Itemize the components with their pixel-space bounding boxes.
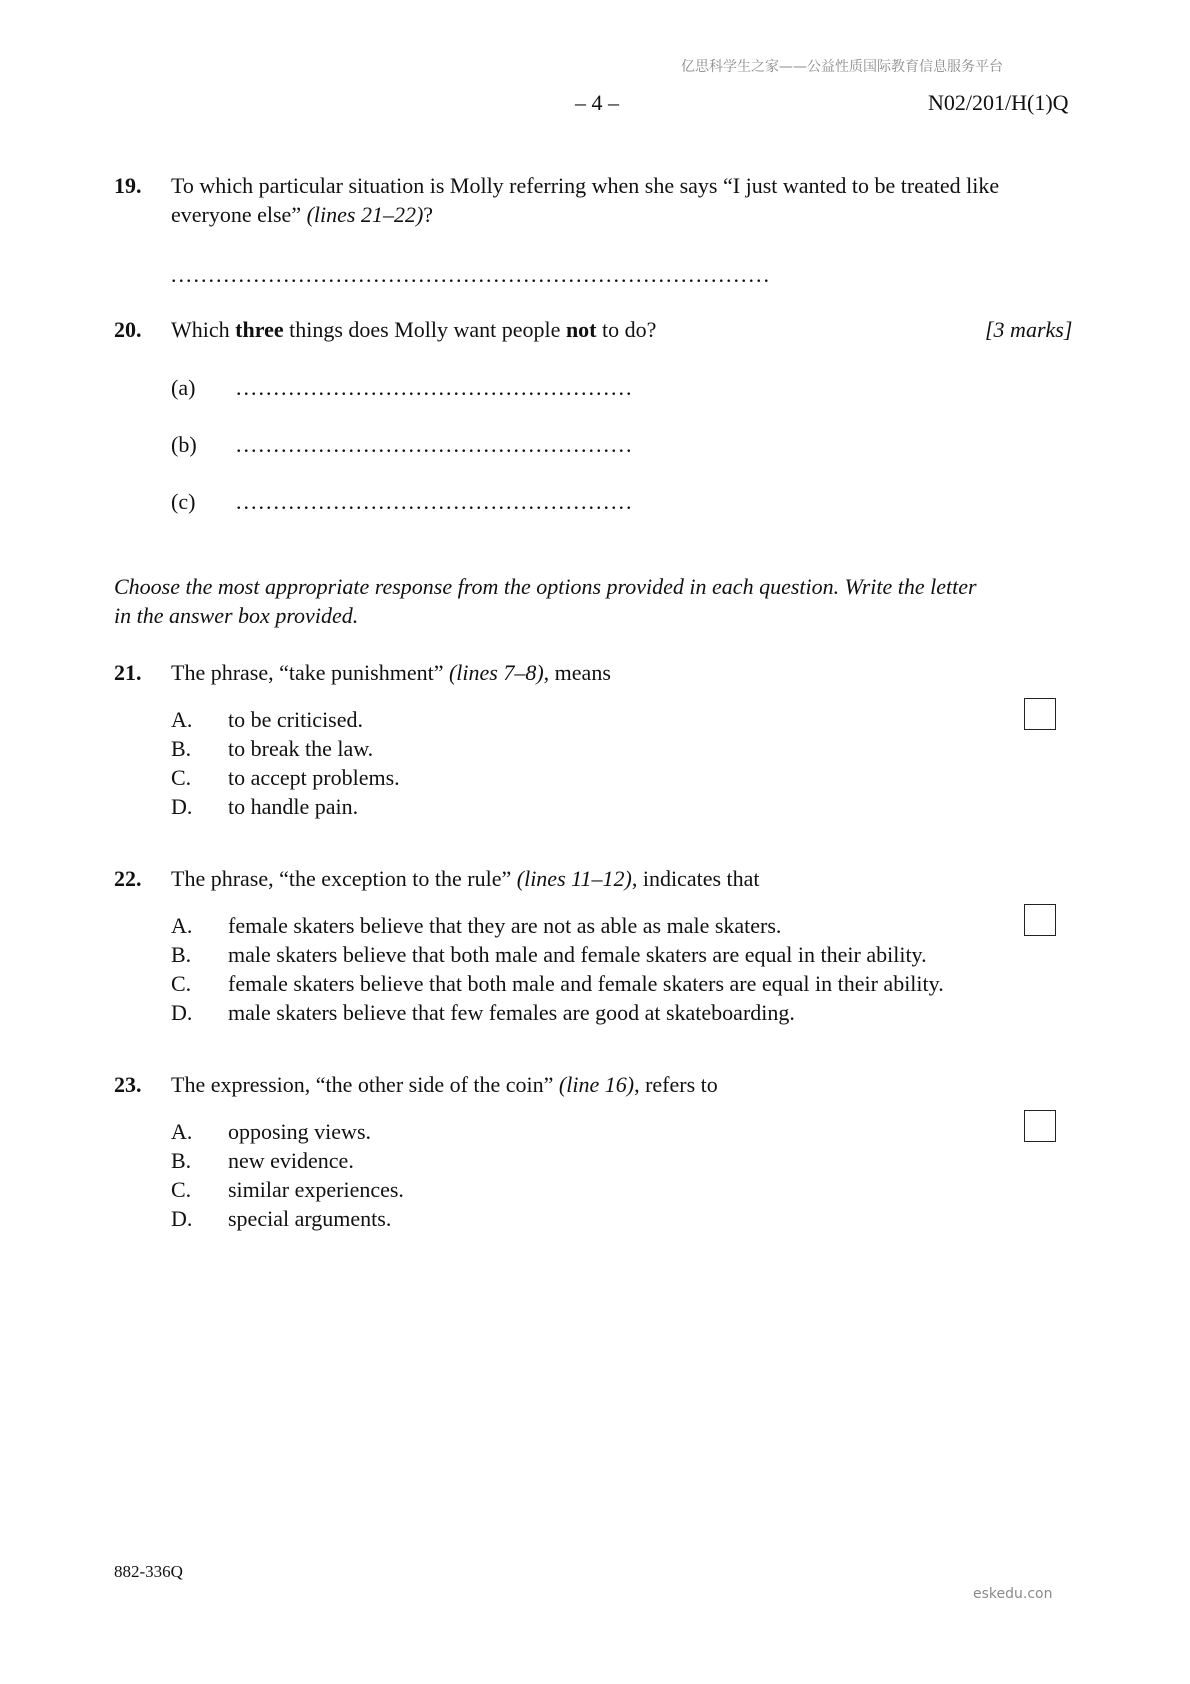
question-20-emphasis-not: not [565,317,597,342]
question-22-stem [171,864,760,893]
question-23-line-reference: (line 16) [558,1072,635,1097]
question-22-number: 22. [114,866,142,891]
option-letter: D. [171,1206,193,1231]
question-22-stem-part: The phrase, “the exception to the rule” [171,866,517,891]
question-19-text-line1: To which particular situation is Molly referring when she says “I just wanted to be treated like [171,173,1000,198]
option-letter: B. [171,1148,192,1173]
question-21-stem-end: , means [543,660,611,685]
question-22-answer-box[interactable] [1024,904,1056,936]
paper-code: N02/201/H(1)Q [928,90,1069,115]
option-text: to accept problems. [228,765,400,790]
option-text: female skaters believe that they are not as able as male skaters. [228,913,782,938]
question-22-line-reference: (lines 11–12) [516,866,632,891]
question-22-stem-end: , indicates that [631,866,760,891]
question-19-text-line2 [171,200,433,229]
question-20-emphasis-three: three [235,317,284,342]
question-19-answer-line[interactable]: ................................................................................ [171,262,771,287]
option-text: opposing views. [228,1119,371,1144]
footer-code: 882-336Q [114,1562,183,1581]
option-text: new evidence. [228,1148,354,1173]
question-20-marks [985,315,1072,344]
question-19-text-part: everyone else” [171,202,307,227]
question-20-text-part: Which [171,317,236,342]
question-20-part-b-label: (b) [171,432,197,457]
question-21-stem-part: The phrase, “take punishment” [171,660,449,685]
question-20-text-part: to do? [596,317,657,342]
question-23-answer-box[interactable] [1024,1110,1056,1142]
instructions-line2: in the answer box provided. [114,603,359,628]
option-letter: D. [171,1000,193,1025]
option-text: to break the law. [228,736,374,761]
question-20-part-a-answer-line[interactable]: ..................................................... [236,375,634,400]
instructions-line1: Choose the most appropriate response from the options provided in each question. Write the letter [114,574,977,599]
option-letter: C. [171,1177,192,1202]
watermark-bottom: eskedu.con [973,1586,1053,1602]
option-letter: C. [171,971,192,996]
question-19-number: 19. [114,173,142,198]
question-19-line-reference: (lines 21–22) [306,202,424,227]
option-text: male skaters believe that few females are good at skateboarding. [228,1000,795,1025]
question-20-part-a-label: (a) [171,375,196,400]
watermark-top: 亿思科学生之家——公益性质国际教育信息服务平台 [681,59,1003,75]
question-19-text-end: ? [423,202,434,227]
option-letter: B. [171,736,192,761]
question-20-number: 20. [114,317,142,342]
option-text: similar experiences. [228,1177,404,1202]
question-23-stem-part: The expression, “the other side of the coin” [171,1072,559,1097]
question-20-text-part: things does Molly want people [283,317,566,342]
option-letter: B. [171,942,192,967]
question-20-part-b-answer-line[interactable]: ..................................................... [236,432,634,457]
option-text: female skaters believe that both male and female skaters are equal in their ability. [228,971,944,996]
question-23-stem [171,1070,718,1099]
question-21-options [171,705,1021,825]
option-text: to handle pain. [228,794,359,819]
question-21-stem [171,658,611,687]
question-21-line-reference: (lines 7–8) [448,660,544,685]
question-23-stem-end: , refers to [634,1072,718,1097]
question-23-options [171,1117,1021,1237]
option-letter: A. [171,1119,193,1144]
option-text: to be criticised. [228,707,364,732]
question-21-number: 21. [114,660,142,685]
question-23-number: 23. [114,1072,142,1097]
option-letter: D. [171,794,193,819]
question-20-part-c-answer-line[interactable]: ..................................................... [236,489,634,514]
page-number: – 4 – [575,90,619,115]
option-letter: A. [171,707,193,732]
question-20-text [171,315,656,344]
option-letter: A. [171,913,193,938]
marks-label: [3 marks] [985,317,1073,342]
question-21-answer-box[interactable] [1024,698,1056,730]
option-letter: C. [171,765,192,790]
option-text: male skaters believe that both male and female skaters are equal in their ability. [228,942,927,967]
option-text: special arguments. [228,1206,392,1231]
question-22-options [171,911,1021,1031]
question-20-part-c-label: (c) [171,489,196,514]
